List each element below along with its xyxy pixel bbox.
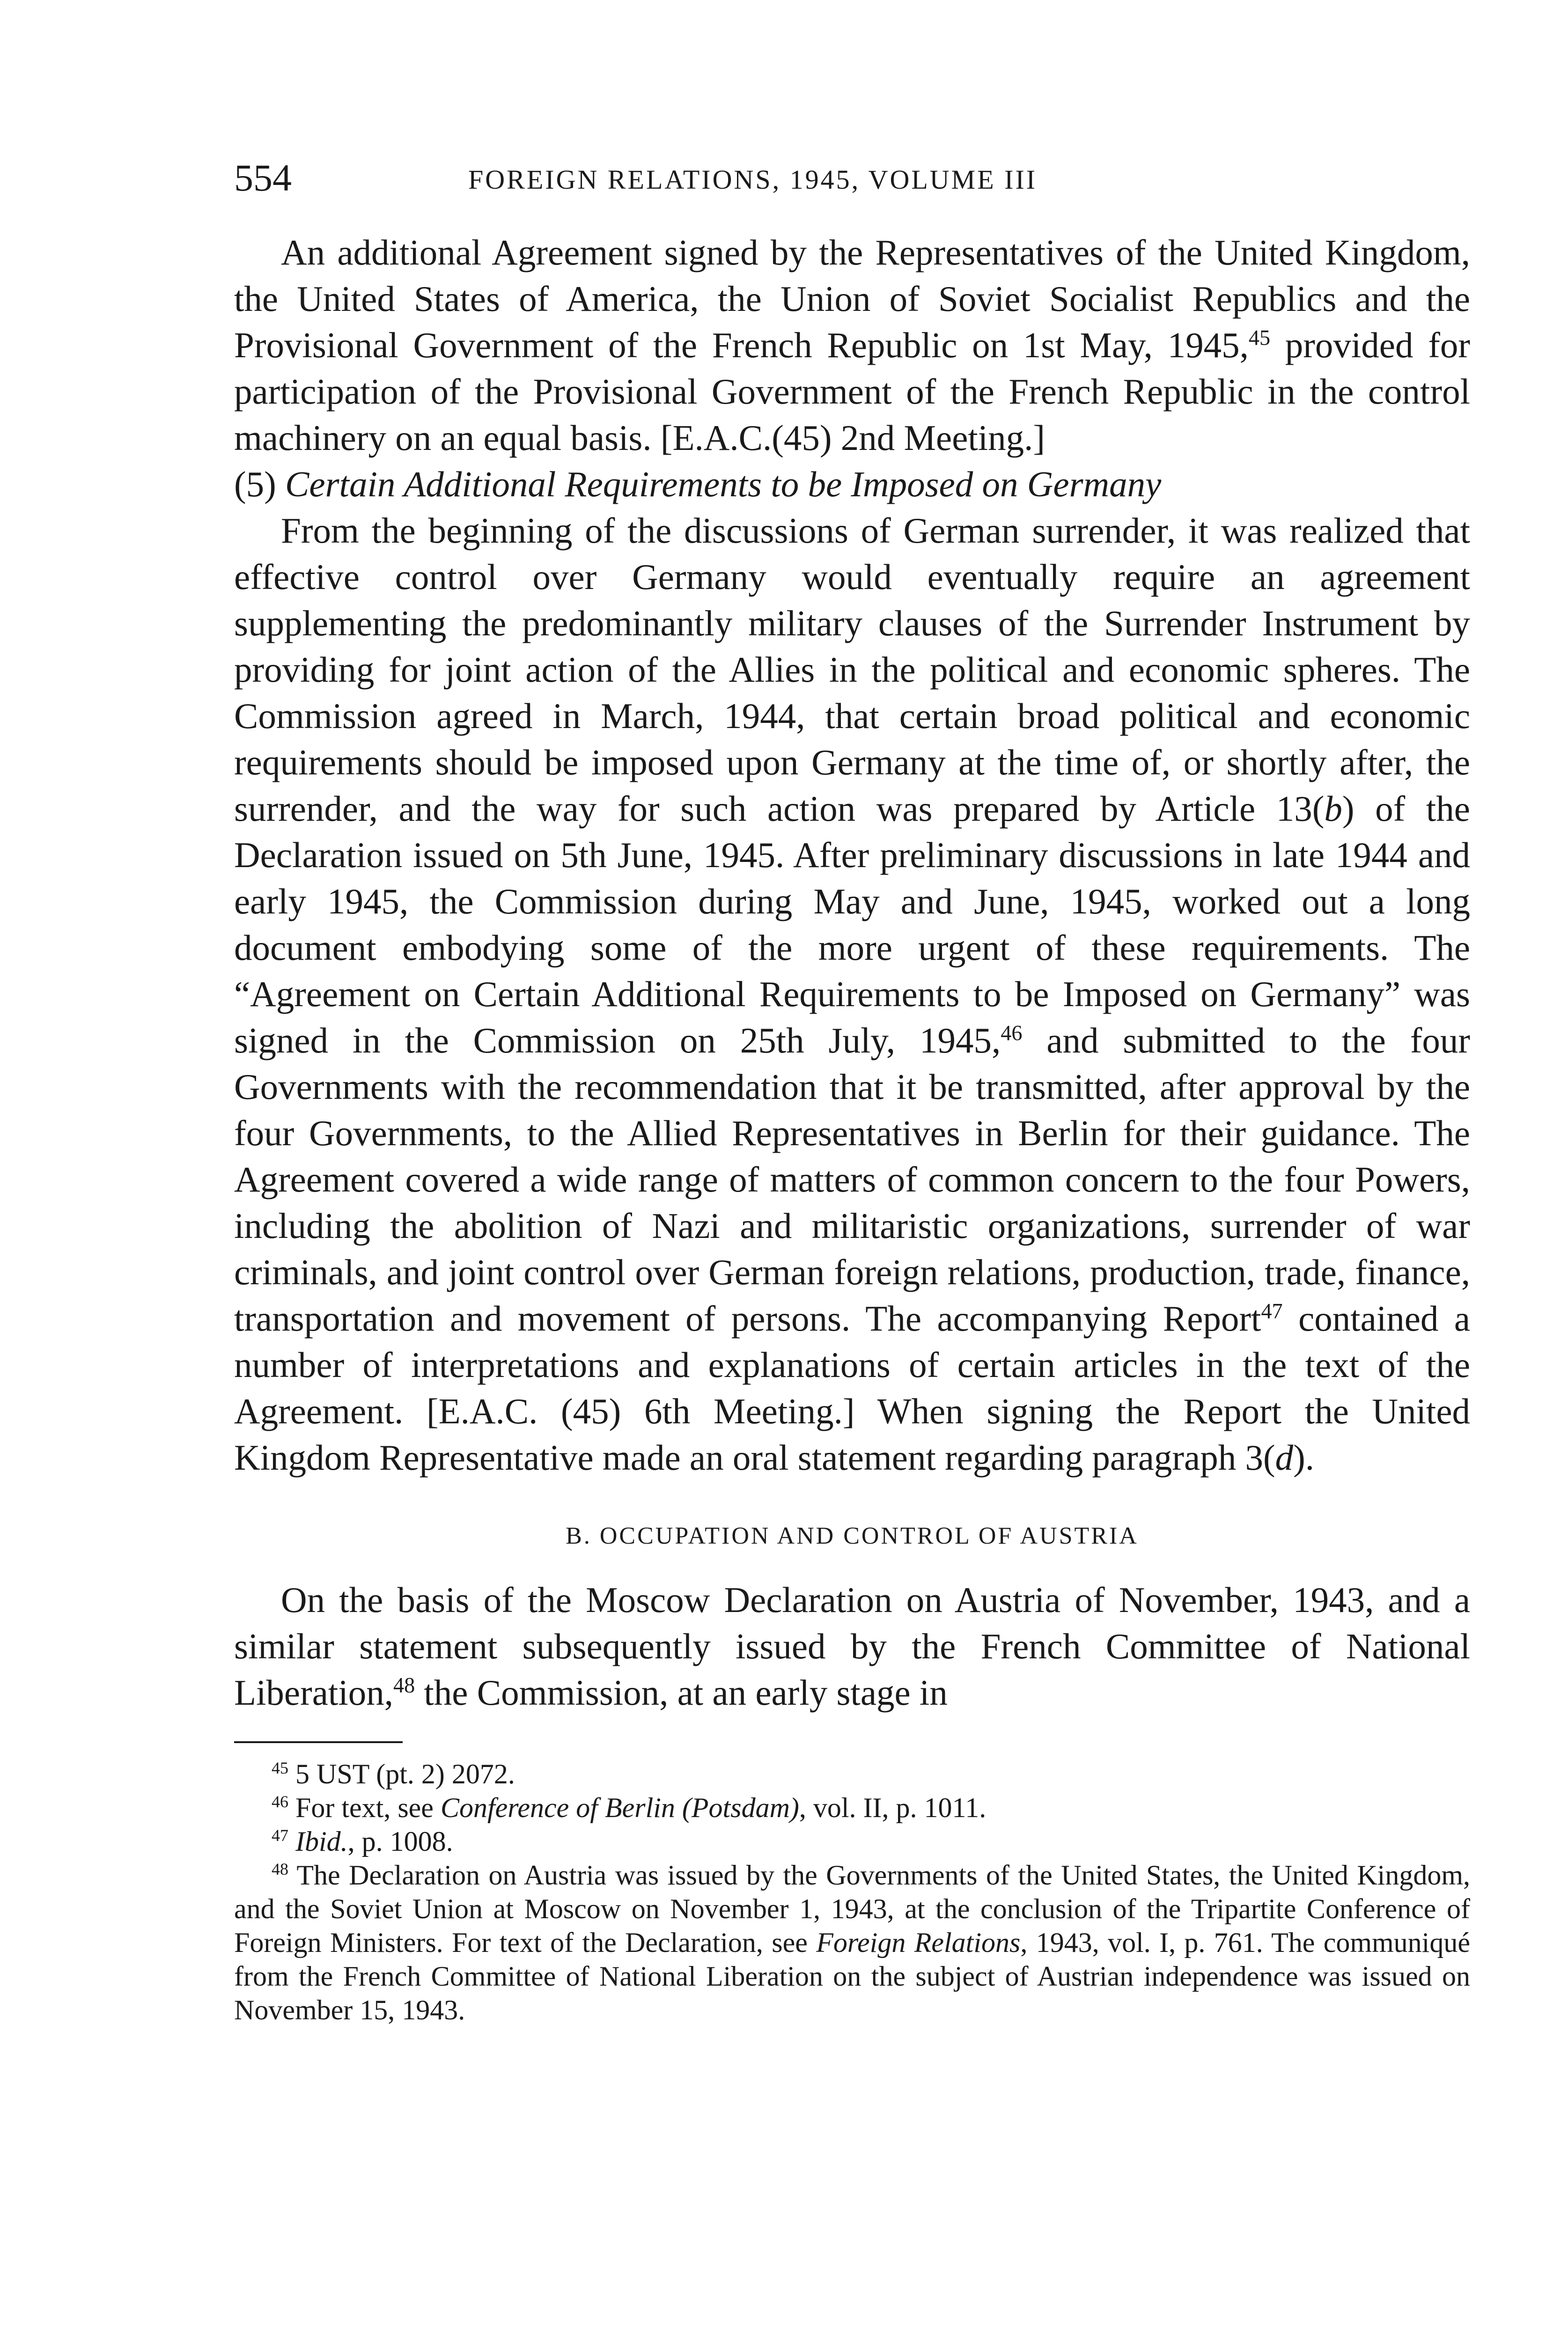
section-title: Certain Additional Requirements to be Imposed on Germany (285, 464, 1162, 504)
footnote-ref-48[interactable]: 48 (393, 1673, 415, 1697)
running-title: FOREIGN RELATIONS, 1945, VOLUME III (468, 164, 1038, 195)
page-number: 554 (234, 156, 292, 199)
paragraph-austria: On the basis of the Moscow Declaration on Austria of November, 1943, and a similar statement subsequently issued by the French Committee of National Liberation,$^{48}$ the Commission, at an early stage in (234, 1580, 1470, 1713)
footnote-divider (234, 1741, 403, 1743)
section-number: (5) (234, 464, 276, 504)
running-head (234, 155, 1470, 215)
paragraph-additional-requirements: From the beginning of the discussions of German surrender, it was realized that effective control over Germany would eventually require an agreement supplementing the predominantly military clauses of the Surrender Instrument by providing for joint action of the Allies in the political and economic spheres. The Commission agreed in March, 1944, that certain broad political and economic requirements should be imposed upon Germany at the time of, or shortly after, the surrender, and the way for such action was prepared by Article 13(b) of the Declaration issued on 5th June, 1945. After preliminary discussions in late 1944 and early 1945, the Commission during May and June, 1945, worked out a long document embodying some of the more urgent of these requirements. The “Agreement on Certain Additional Requirements to be Imposed on Germany” was signed in the Commission on 25th July, 1945,46 and submitted to the four Governments with the recommendation that it be transmitted, after approval by the four Governments, to the Allied Representatives in Berlin for their guidance. The Agreement covered a wide range of matters of common concern to the four Powers, including the abolition of Nazi and militaristic organizations, surrender of war criminals, and joint control over German foreign relations, production, trade, finance, transportation and movement of persons. The accompanying Report$^{47}$ contained a number of interpretations and explanations of certain articles in the text of the Agreement. [E.A.C. (45) 6th Meeting.] When signing the Report the United Kingdom Representative made an oral statement regarding paragraph 3(d). (234, 510, 1471, 1478)
footnote-47: $^{47}$ Ibid., p. 1008. (272, 1826, 453, 1857)
footnote-ref-45[interactable]: 45 (1248, 325, 1271, 350)
section-heading-5 (234, 461, 1470, 508)
paragraph-french-participation: An additional Agreement signed by the Representatives of the United Kingdom, the United States of America, the Union of Soviet Socialist Republics and the Provisional Government of the French Republic on 1st May, 1945,45 provided for participation of the Provisional Government of the French Republic in the control machinery on an equal basis. [E.A.C.(45) 2nd Meeting.] (234, 232, 1470, 458)
footnote-ref-47[interactable]: 47 (1261, 1299, 1283, 1323)
footnote-ref-46[interactable]: 46 (1001, 1021, 1023, 1045)
footnote-46: $^{46}$ For text, see Conference of Berlin (Potsdam), vol. II, p. 1011. (272, 1792, 986, 1823)
document-page (234, 155, 1470, 2027)
footnote-45: $^{45}$ 5 UST (pt. 2) 2072. (272, 1759, 515, 1789)
footnote-48: $^{48}$ The Declaration on Austria was issued by the Governments of the United States, the United Kingdom, and the Soviet Union at Moscow on November 1, 1943, at the conclusion of the Tripartite Conference of Foreign Ministers. For text of the Declaration, see Foreign Relations, 1943, vol. I, p. 761. The communiqué from the French Committee of National Liberation on the subject of Austrian independence was issued on November 15, 1943. (234, 1860, 1470, 2025)
section-heading-b: B. OCCUPATION AND CONTROL OF AUSTRIA (566, 1523, 1139, 1549)
